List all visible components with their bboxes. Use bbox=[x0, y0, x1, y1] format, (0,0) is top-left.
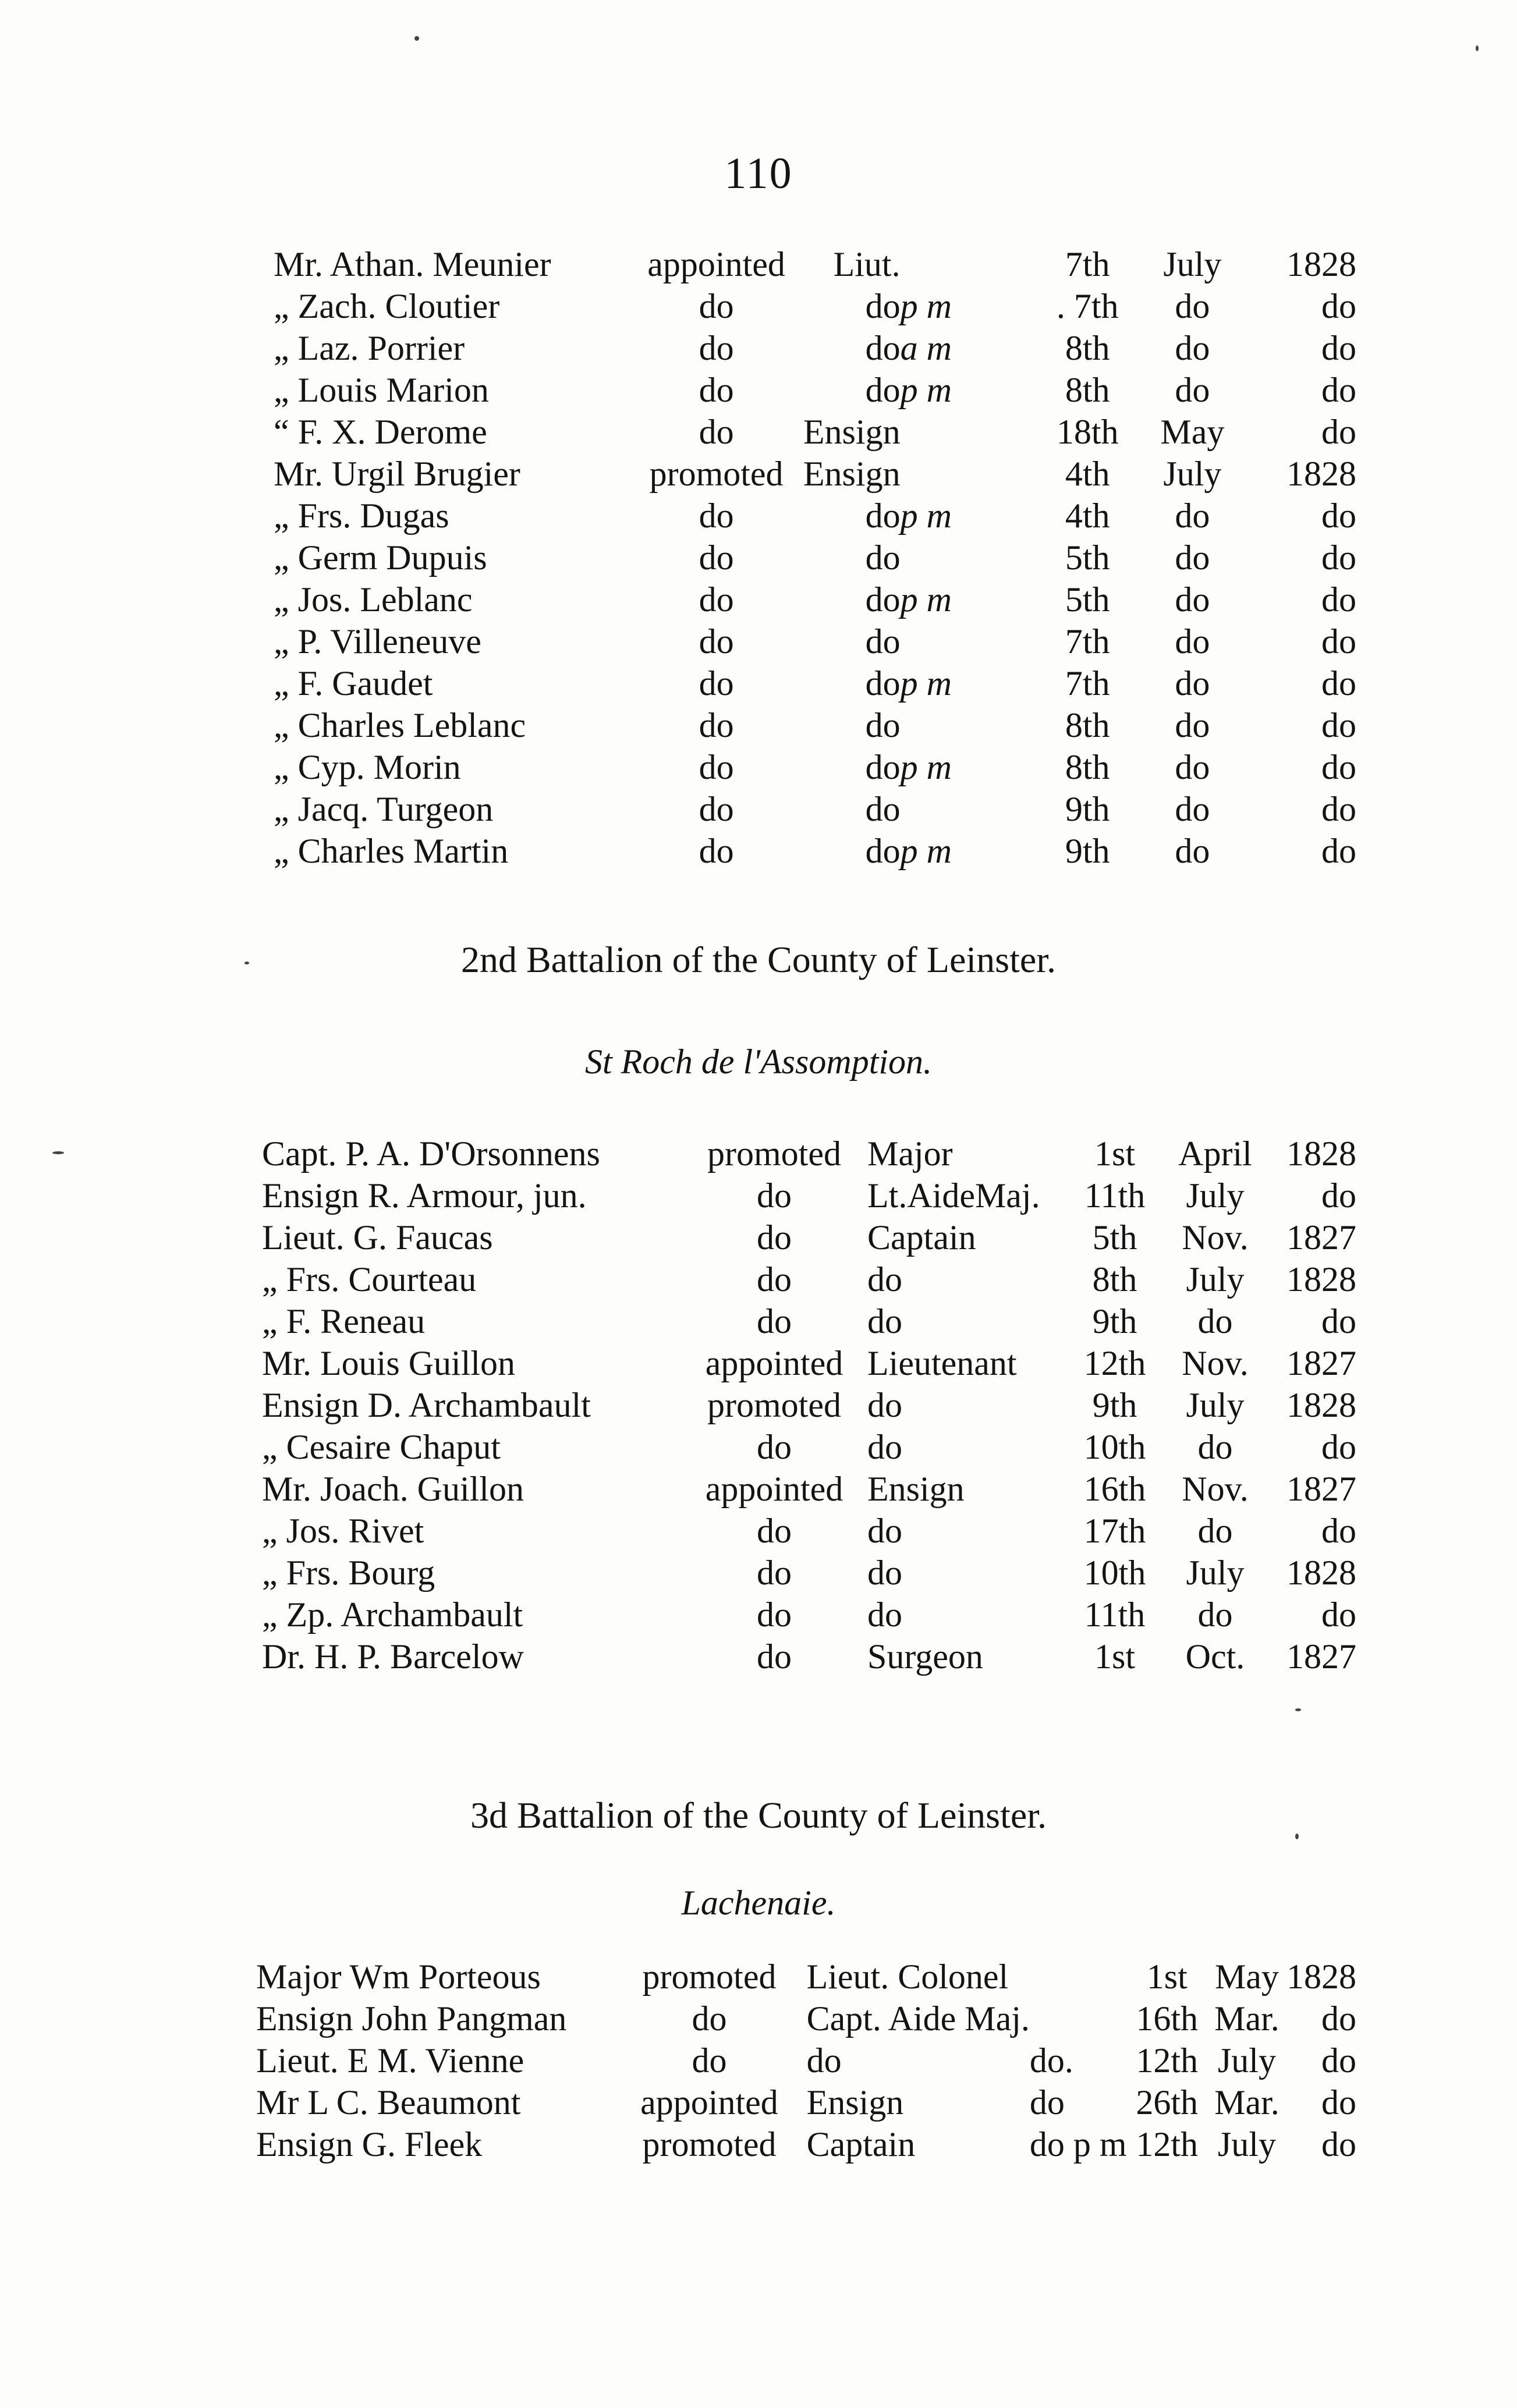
officer-name: „ Cyp. Morin bbox=[274, 747, 461, 786]
rank: Major bbox=[867, 1134, 953, 1173]
day: 4th bbox=[1065, 496, 1110, 535]
year: 1828 bbox=[1286, 1385, 1356, 1424]
year: do bbox=[1321, 1595, 1356, 1634]
month: July bbox=[1186, 1176, 1245, 1215]
day: 7th bbox=[1065, 244, 1110, 283]
month: Nov. bbox=[1182, 1343, 1249, 1382]
year: do bbox=[1321, 328, 1356, 367]
rank: do bbox=[867, 1427, 902, 1466]
table-row bbox=[262, 1258, 1356, 1300]
action: do bbox=[699, 286, 734, 325]
officer-name: Mr. Louis Guillon bbox=[262, 1343, 516, 1382]
table-row bbox=[274, 579, 1356, 620]
note bbox=[901, 788, 1048, 830]
section-heading-2: 2nd Battalion of the County of Leinster. bbox=[460, 939, 1057, 980]
officer-name: Lieut. G. Faucas bbox=[262, 1218, 493, 1257]
year: do bbox=[1321, 538, 1356, 577]
action: appointed bbox=[647, 244, 785, 283]
table-row bbox=[256, 2040, 1356, 2081]
month: Mar. bbox=[1214, 2083, 1279, 2122]
action: do bbox=[757, 1511, 792, 1550]
officer-name: Mr. Athan. Meunier bbox=[274, 244, 551, 283]
rank: do bbox=[865, 496, 901, 535]
year: 1828 bbox=[1286, 1134, 1356, 1173]
note: p m bbox=[900, 664, 952, 703]
rank: do bbox=[865, 328, 901, 367]
table-row bbox=[274, 411, 1356, 453]
rank: do bbox=[865, 580, 901, 619]
table-row bbox=[262, 1594, 1356, 1636]
month: do bbox=[1175, 286, 1210, 325]
ink-speck bbox=[1476, 45, 1479, 51]
year: 1828 bbox=[1286, 1553, 1356, 1592]
rank: do bbox=[867, 1511, 902, 1550]
action: do bbox=[757, 1637, 792, 1676]
rank: Lieut. Colonel bbox=[806, 1957, 1009, 1996]
officer-name: „ F. Gaudet bbox=[274, 664, 433, 703]
month: do bbox=[1175, 831, 1210, 870]
officer-name: Ensign R. Armour, jun. bbox=[262, 1176, 587, 1215]
action: do bbox=[699, 705, 734, 744]
table-row bbox=[274, 327, 1356, 369]
rank: Surgeon bbox=[867, 1637, 983, 1676]
year: do bbox=[1321, 622, 1356, 661]
ink-speck bbox=[52, 1151, 64, 1154]
action: do bbox=[699, 789, 734, 828]
table-row bbox=[274, 285, 1356, 327]
day: 9th bbox=[1092, 1301, 1137, 1340]
note bbox=[901, 620, 1048, 662]
month: Oct. bbox=[1185, 1637, 1245, 1676]
note bbox=[901, 411, 1048, 453]
day: 12th bbox=[1136, 2041, 1199, 2080]
year: do bbox=[1321, 412, 1356, 451]
note: p m bbox=[900, 496, 952, 535]
month: do bbox=[1175, 705, 1210, 744]
rank: Captain bbox=[867, 1218, 976, 1257]
year: 1827 bbox=[1286, 1343, 1356, 1382]
rank: do bbox=[806, 2041, 842, 2080]
rank: Captain bbox=[806, 2125, 916, 2164]
note: do p m bbox=[1029, 2125, 1127, 2164]
table-row bbox=[262, 1426, 1356, 1468]
rank: Capt. Aide Maj. bbox=[806, 1999, 1030, 2038]
section-subheading-3: Lachenaie. bbox=[681, 1884, 836, 1922]
day: 17th bbox=[1083, 1511, 1146, 1550]
rank: do bbox=[867, 1553, 902, 1592]
officer-name: Mr. Urgil Brugier bbox=[274, 454, 520, 493]
officer-name: Ensign D. Archambault bbox=[262, 1385, 591, 1424]
rank: Ensign bbox=[803, 454, 901, 493]
month: April bbox=[1178, 1134, 1252, 1173]
year: do bbox=[1321, 831, 1356, 870]
rank: do bbox=[865, 370, 901, 409]
month: do bbox=[1175, 789, 1210, 828]
table-row bbox=[262, 1300, 1356, 1342]
officer-name: „ F. Reneau bbox=[262, 1301, 426, 1340]
year: do bbox=[1321, 2041, 1356, 2080]
day: 26th bbox=[1136, 2083, 1199, 2122]
table-row bbox=[262, 1384, 1356, 1426]
table-row bbox=[274, 537, 1356, 579]
officer-name: „ Germ Dupuis bbox=[274, 538, 487, 577]
officer-name: Major Wm Porteous bbox=[256, 1957, 541, 1996]
officer-name: „ Cesaire Chaput bbox=[262, 1427, 501, 1466]
year: do bbox=[1321, 2083, 1356, 2122]
day: 1st bbox=[1146, 1957, 1188, 1996]
rank: do bbox=[865, 538, 901, 577]
day: 16th bbox=[1083, 1469, 1146, 1508]
table-row bbox=[274, 620, 1356, 662]
year: do bbox=[1321, 1511, 1356, 1550]
action: promoted bbox=[707, 1134, 841, 1173]
year: 1828 bbox=[1286, 1957, 1356, 1996]
month: do bbox=[1175, 370, 1210, 409]
day: 7th bbox=[1065, 664, 1110, 703]
month: do bbox=[1175, 664, 1210, 703]
officer-name: „ Frs. Dugas bbox=[274, 496, 449, 535]
rank: Ensign bbox=[867, 1469, 965, 1508]
rank: do bbox=[867, 1385, 902, 1424]
month: May bbox=[1214, 1957, 1279, 1996]
day: 8th bbox=[1065, 705, 1110, 744]
month: do bbox=[1175, 496, 1210, 535]
day: 16th bbox=[1136, 1999, 1199, 2038]
note: do. bbox=[1029, 2041, 1073, 2080]
table-row bbox=[274, 746, 1356, 788]
table-row bbox=[274, 243, 1356, 285]
ink-speck bbox=[244, 962, 249, 964]
month: Mar. bbox=[1214, 1999, 1279, 2038]
action: do bbox=[757, 1260, 792, 1299]
note bbox=[1030, 1956, 1127, 1998]
officer-name: „ Charles Leblanc bbox=[274, 705, 526, 744]
year: do bbox=[1321, 2125, 1356, 2164]
officer-name: „ P. Villeneuve bbox=[274, 622, 481, 661]
table-row bbox=[274, 453, 1356, 495]
day: 1st bbox=[1094, 1134, 1136, 1173]
month: do bbox=[1197, 1301, 1233, 1340]
year: do bbox=[1321, 1427, 1356, 1466]
day: 8th bbox=[1065, 328, 1110, 367]
ink-speck bbox=[1295, 1708, 1301, 1711]
officer-name: „ Charles Martin bbox=[274, 831, 509, 870]
action: do bbox=[699, 496, 734, 535]
action: do bbox=[757, 1595, 792, 1634]
day: 12th bbox=[1136, 2125, 1199, 2164]
rank: Lt.AideMaj. bbox=[867, 1176, 1040, 1215]
officer-name: Dr. H. P. Barcelow bbox=[262, 1637, 524, 1676]
note: a m bbox=[900, 328, 952, 367]
officer-name: Ensign G. Fleek bbox=[256, 2125, 483, 2164]
month: July bbox=[1217, 2041, 1276, 2080]
year: 1828 bbox=[1286, 244, 1356, 283]
rank: do bbox=[867, 1301, 902, 1340]
rank: Liut. bbox=[833, 244, 901, 283]
table-row bbox=[262, 1510, 1356, 1552]
day: 5th bbox=[1092, 1218, 1137, 1257]
action: do bbox=[699, 328, 734, 367]
rank: do bbox=[865, 622, 901, 661]
officer-name: „ Laz. Porrier bbox=[274, 328, 465, 367]
action: do bbox=[699, 831, 734, 870]
day: 11th bbox=[1084, 1595, 1146, 1634]
month: July bbox=[1186, 1553, 1245, 1592]
month: do bbox=[1197, 1427, 1233, 1466]
action: do bbox=[692, 1999, 727, 2038]
note bbox=[901, 537, 1048, 579]
rank: Lieutenant bbox=[867, 1343, 1017, 1382]
ink-speck bbox=[1295, 1834, 1299, 1839]
note: do bbox=[1029, 2083, 1065, 2122]
rank: do bbox=[865, 747, 901, 786]
month: do bbox=[1175, 580, 1210, 619]
month: do bbox=[1197, 1511, 1233, 1550]
day: 5th bbox=[1065, 580, 1110, 619]
page-number: 110 bbox=[724, 149, 793, 198]
note: p m bbox=[900, 831, 952, 870]
rank: do bbox=[865, 705, 901, 744]
note bbox=[901, 243, 1048, 285]
action: do bbox=[699, 412, 734, 451]
year: do bbox=[1321, 286, 1356, 325]
day: 11th bbox=[1084, 1176, 1146, 1215]
commission-table-3 bbox=[256, 1956, 1356, 2165]
table-row bbox=[274, 704, 1356, 746]
table-row bbox=[262, 1636, 1356, 1678]
table-row bbox=[262, 1217, 1356, 1258]
month: do bbox=[1175, 747, 1210, 786]
table-row bbox=[274, 369, 1356, 411]
year: 1827 bbox=[1286, 1218, 1356, 1257]
action: promoted bbox=[642, 1957, 777, 1996]
month: do bbox=[1175, 538, 1210, 577]
officer-name: „ Zp. Archambault bbox=[262, 1595, 523, 1634]
year: do bbox=[1321, 789, 1356, 828]
note: p m bbox=[900, 370, 952, 409]
day: 1st bbox=[1094, 1637, 1136, 1676]
action: appointed bbox=[640, 2083, 778, 2122]
table-row bbox=[274, 788, 1356, 830]
day: 5th bbox=[1065, 538, 1110, 577]
officer-name: „ Zach. Cloutier bbox=[274, 286, 500, 325]
rank: do bbox=[865, 831, 901, 870]
rank: do bbox=[867, 1595, 902, 1634]
table-row bbox=[256, 1956, 1356, 1998]
day: 8th bbox=[1092, 1260, 1137, 1299]
action: do bbox=[699, 747, 734, 786]
action: do bbox=[699, 538, 734, 577]
rank: do bbox=[865, 789, 901, 828]
officer-name: Mr. Joach. Guillon bbox=[262, 1469, 524, 1508]
officer-name: “ F. X. Derome bbox=[274, 412, 487, 451]
table-row bbox=[262, 1468, 1356, 1510]
action: appointed bbox=[705, 1469, 843, 1508]
note bbox=[901, 704, 1048, 746]
commission-table-1 bbox=[274, 243, 1356, 872]
day: 7th bbox=[1065, 622, 1110, 661]
table-row bbox=[274, 495, 1356, 537]
rank: Ensign bbox=[806, 2083, 904, 2122]
year: 1827 bbox=[1286, 1637, 1356, 1676]
action: do bbox=[699, 664, 734, 703]
year: do bbox=[1321, 664, 1356, 703]
table-row bbox=[274, 830, 1356, 872]
note bbox=[901, 453, 1048, 495]
day: 10th bbox=[1083, 1553, 1146, 1592]
day: 8th bbox=[1065, 370, 1110, 409]
officer-name: Ensign John Pangman bbox=[256, 1999, 567, 2038]
table-row bbox=[262, 1552, 1356, 1594]
year: do bbox=[1321, 370, 1356, 409]
day: . 7th bbox=[1056, 286, 1119, 325]
month: do bbox=[1175, 328, 1210, 367]
table-row bbox=[262, 1133, 1356, 1175]
officer-name: „ Jacq. Turgeon bbox=[274, 789, 494, 828]
table-row bbox=[256, 2123, 1356, 2165]
action: do bbox=[699, 370, 734, 409]
day: 4th bbox=[1065, 454, 1110, 493]
note bbox=[1030, 1998, 1127, 2040]
action: promoted bbox=[642, 2125, 777, 2164]
rank: do bbox=[867, 1260, 902, 1299]
year: do bbox=[1321, 1176, 1356, 1215]
action: do bbox=[692, 2041, 727, 2080]
day: 12th bbox=[1083, 1343, 1146, 1382]
month: July bbox=[1163, 244, 1222, 283]
day: 18th bbox=[1056, 412, 1119, 451]
table-row bbox=[274, 662, 1356, 704]
commission-table-2 bbox=[262, 1133, 1356, 1678]
year: do bbox=[1321, 496, 1356, 535]
action: do bbox=[757, 1176, 792, 1215]
month: July bbox=[1186, 1260, 1245, 1299]
action: promoted bbox=[649, 454, 784, 493]
month: July bbox=[1186, 1385, 1245, 1424]
day: 9th bbox=[1065, 831, 1110, 870]
month: do bbox=[1175, 622, 1210, 661]
year: do bbox=[1321, 747, 1356, 786]
table-row bbox=[262, 1175, 1356, 1217]
rank: do bbox=[865, 664, 901, 703]
rank: do bbox=[865, 286, 901, 325]
officer-name: Capt. P. A. D'Orsonnens bbox=[262, 1134, 600, 1173]
officer-name: „ Jos. Leblanc bbox=[274, 580, 473, 619]
month: July bbox=[1217, 2125, 1276, 2164]
year: do bbox=[1321, 580, 1356, 619]
day: 8th bbox=[1065, 747, 1110, 786]
year: do bbox=[1321, 1301, 1356, 1340]
ink-speck bbox=[414, 36, 419, 41]
action: do bbox=[699, 622, 734, 661]
action: do bbox=[757, 1553, 792, 1592]
officer-name: „ Jos. Rivet bbox=[262, 1511, 424, 1550]
day: 10th bbox=[1083, 1427, 1146, 1466]
section-subheading-2: St Roch de l'Assomption. bbox=[584, 1042, 933, 1081]
month: Nov. bbox=[1182, 1218, 1249, 1257]
year: 1827 bbox=[1286, 1469, 1356, 1508]
section-heading-3: 3d Battalion of the County of Leinster. bbox=[470, 1795, 1047, 1836]
action: do bbox=[757, 1301, 792, 1340]
month: May bbox=[1160, 412, 1225, 451]
table-row bbox=[256, 2081, 1356, 2123]
rank: Ensign bbox=[803, 412, 901, 451]
officer-name: „ Louis Marion bbox=[274, 370, 489, 409]
action: do bbox=[699, 580, 734, 619]
day: 9th bbox=[1092, 1385, 1137, 1424]
month: July bbox=[1163, 454, 1222, 493]
officer-name: „ Frs. Bourg bbox=[262, 1553, 435, 1592]
officer-name: Lieut. E M. Vienne bbox=[256, 2041, 524, 2080]
year: 1828 bbox=[1286, 454, 1356, 493]
day: 9th bbox=[1065, 789, 1110, 828]
year: do bbox=[1321, 705, 1356, 744]
table-row bbox=[262, 1342, 1356, 1384]
action: do bbox=[757, 1218, 792, 1257]
action: appointed bbox=[705, 1343, 843, 1382]
action: do bbox=[757, 1427, 792, 1466]
action: promoted bbox=[707, 1385, 841, 1424]
note: p m bbox=[900, 286, 952, 325]
year: 1828 bbox=[1286, 1260, 1356, 1299]
month: do bbox=[1197, 1595, 1233, 1634]
year: do bbox=[1321, 1999, 1356, 2038]
table-row bbox=[256, 1998, 1356, 2040]
month: Nov. bbox=[1182, 1469, 1249, 1508]
note: p m bbox=[900, 747, 952, 786]
officer-name: Mr L C. Beaumont bbox=[256, 2083, 521, 2122]
officer-name: „ Frs. Courteau bbox=[262, 1260, 477, 1299]
note: p m bbox=[900, 580, 952, 619]
